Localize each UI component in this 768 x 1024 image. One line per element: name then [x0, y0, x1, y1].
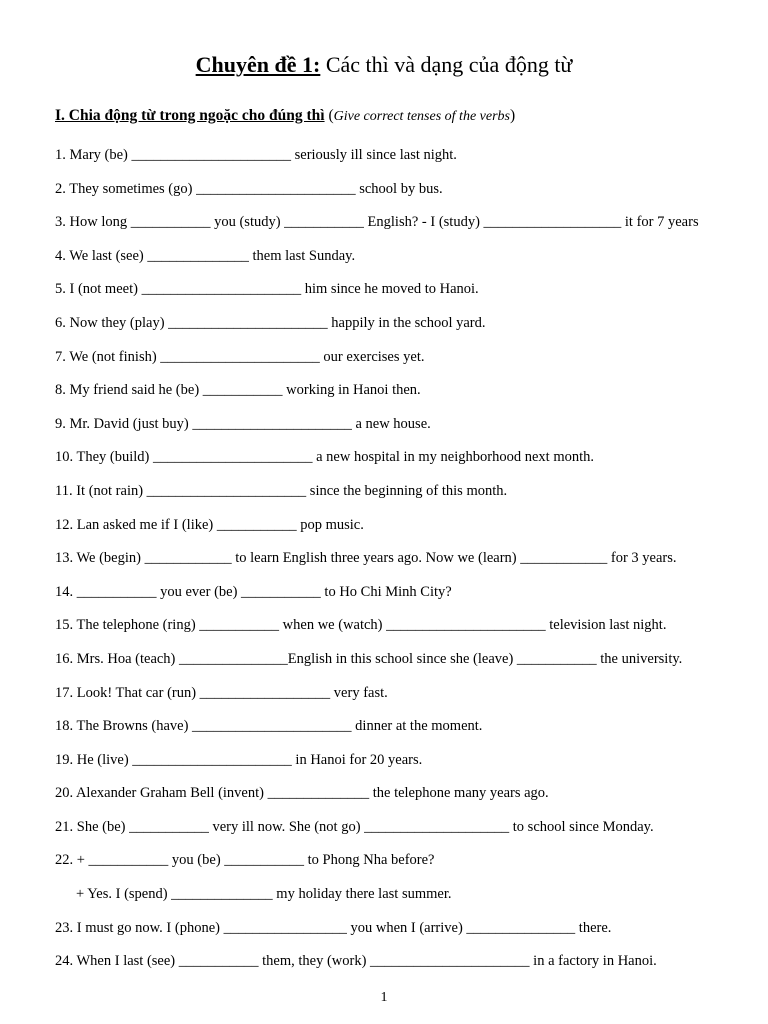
exercise-line-9: 9. Mr. David (just buy) ______________________ a new house. [55, 415, 431, 432]
topic-text: Các thì và dạng của động từ [325, 52, 573, 77]
exercise-line-11: 11. It (not rain) ______________________ since the beginning of this month. [55, 482, 508, 499]
exercise-line-7: 7. We (not finish) ______________________ our exercises yet. [55, 348, 425, 365]
exercise-line-8: 8. My friend said he (be) ___________ working in Hanoi then. [55, 382, 421, 399]
exercise-line-13: 13. We (begin) ____________ to learn English three years ago. Now we (learn) ____________ for 3 years. [55, 550, 677, 567]
exercise-line-22-answer: + Yes. I (spend) ______________ my holiday there last summer. [76, 886, 452, 903]
exercise-line-2: 2. They sometimes (go) ______________________ school by bus. [55, 180, 443, 197]
exercise-line-12: 12. Lan asked me if I (like) ___________ pop music. [55, 516, 364, 533]
exercise-line-20: 20. Alexander Graham Bell (invent) ______________ the telephone many years ago. [55, 785, 549, 802]
page-title [0, 52, 768, 78]
exercise-line-15: 15. The telephone (ring) ___________ when we (watch) ______________________ television last night. [55, 617, 667, 634]
exercise-line-22: 22. + ___________ you (be) ___________ to Phong Nha before? [55, 852, 435, 869]
exercise-line-18: 18. The Browns (have) ______________________ dinner at the moment. [55, 718, 483, 735]
exercise-line-1: 1. Mary (be) ______________________ seriously ill since last night. [55, 147, 457, 163]
exercise-line-4: 4. We last (see) ______________ them last Sunday. [55, 247, 356, 264]
exercise-line-23: 23. I must go now. I (phone) _________________ you when I (arrive) _______________ there. [55, 919, 612, 936]
exercise-line-10: 10. They (build) ______________________ a new hospital in my neighborhood next month. [55, 449, 594, 466]
section-heading-vi: I. Chia động từ trong ngoặc cho đúng thì [55, 107, 325, 124]
exercise-line-21: 21. She (be) ___________ very ill now. She (not go) ____________________ to school since Monday. [55, 818, 654, 835]
open-paren: ( [328, 107, 334, 124]
exercise-line-3: 3. How long ___________ you (study) ___________ English? - I (study) ___________________ it for 7 years [55, 214, 699, 231]
exercise-line-16: 16. Mrs. Hoa (teach) _______________English in this school since she (leave) ___________ the university. [55, 650, 683, 667]
close-paren: ) [509, 107, 516, 124]
exercise-line-5: 5. I (not meet) ______________________ him since he moved to Hanoi. [55, 281, 479, 298]
exercise-list [55, 145, 745, 985]
exercise-line-19: 19. He (live) ______________________ in Hanoi for 20 years. [55, 751, 423, 768]
page-number: 1 [380, 990, 388, 1005]
section-heading [55, 107, 515, 125]
topic-label: Chuyên đề 1: [195, 52, 321, 77]
exercise-line-14: 14. ___________ you ever (be) ___________ to Ho Chi Minh City? [55, 583, 452, 600]
exercise-line-17: 17. Look! That car (run) __________________ very fast. [55, 684, 388, 701]
exercise-line-6: 6. Now they (play) ______________________ happily in the school yard. [55, 314, 486, 331]
exercise-line-24: 24. When I last (see) ___________ them, they (work) ______________________ in a factory in Hanoi. [55, 953, 657, 970]
section-heading-en: Give correct tenses of the verbs [333, 109, 510, 124]
